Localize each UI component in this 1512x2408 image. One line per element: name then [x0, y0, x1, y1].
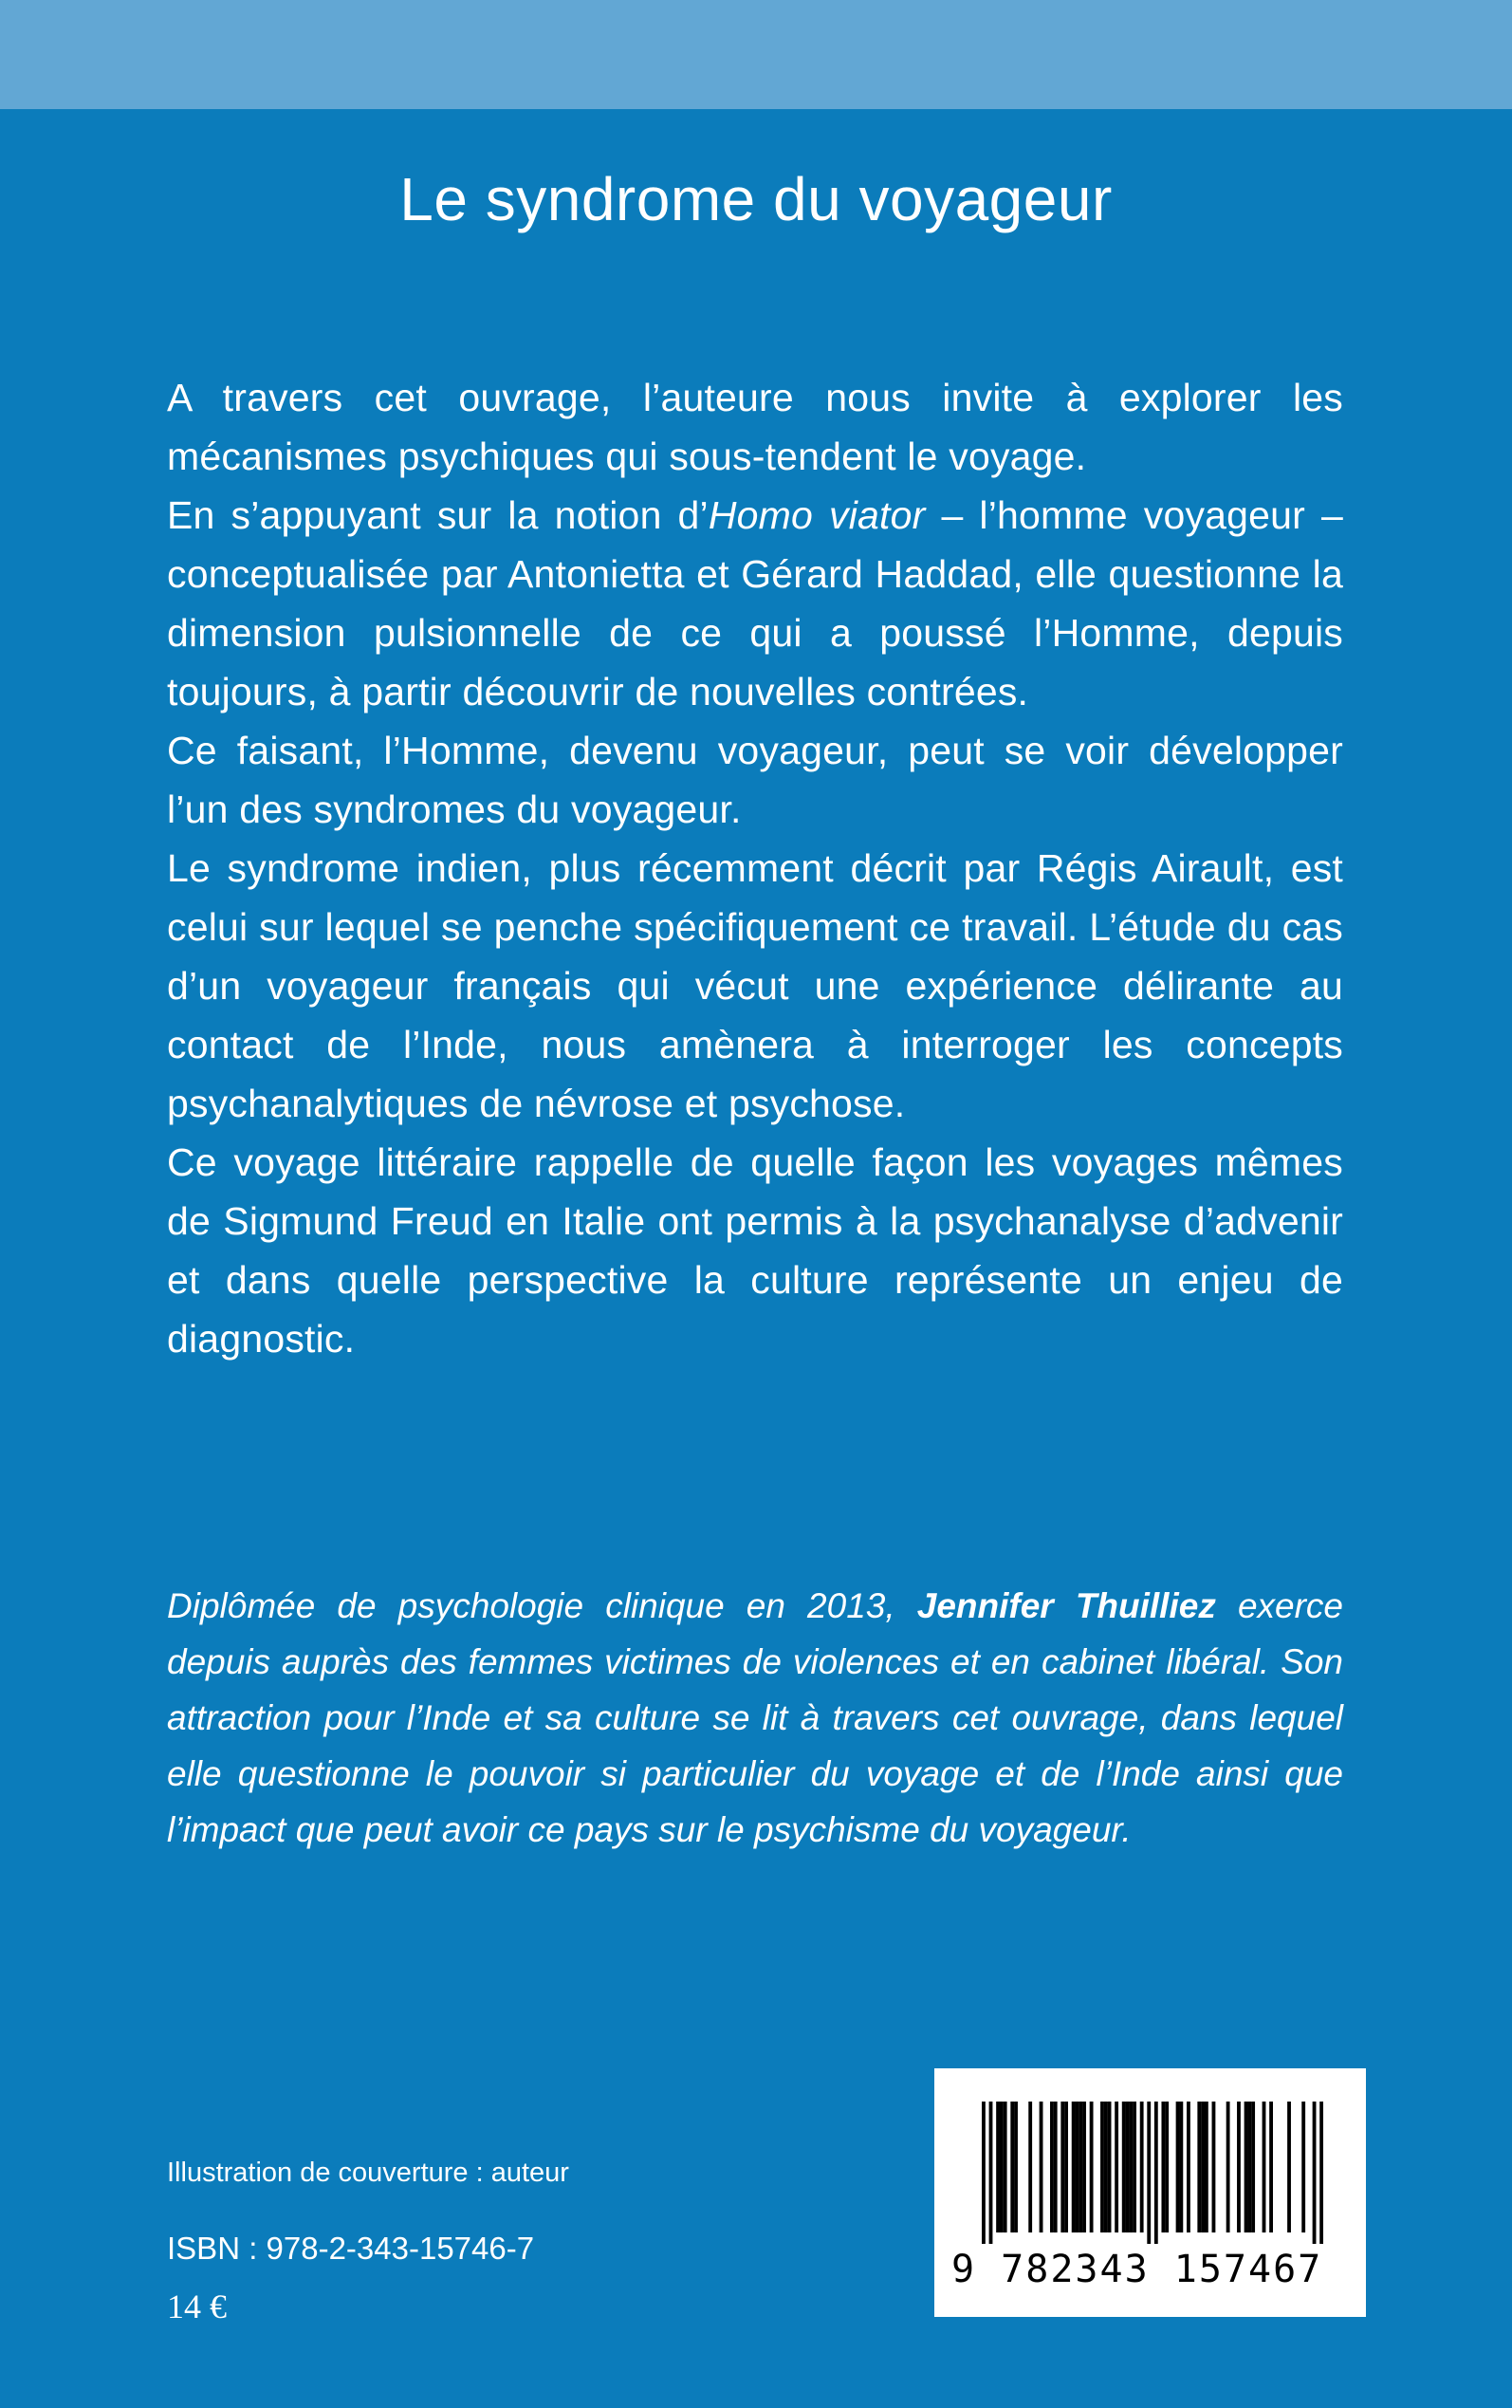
barcode-bar [1082, 2102, 1086, 2232]
barcode-bar [1090, 2102, 1094, 2232]
summary-paragraph-4: Le syndrome indien, plus récemment décrit par Régis Airault, est celui sur lequel se penche spécifiquement ce travail. L’étude du cas d’un voyageur français qui vécut une expérience délirante au contact de l’Inde, nous amènera à interroger les concepts psychanalytiques de névrose et psychose. [167, 846, 1343, 1125]
cover-credit: Illustration de couverture : auteur [167, 2158, 569, 2188]
author-name: Jennifer Thuilliez [916, 1586, 1216, 1625]
barcode-bar [1301, 2102, 1305, 2232]
book-title: Le syndrome du voyageur [399, 165, 1113, 233]
barcode-bar [1251, 2102, 1255, 2232]
barcode-bar [1201, 2102, 1205, 2232]
barcode-bar [1060, 2102, 1064, 2232]
barcode-bar [1126, 2102, 1130, 2232]
top-band [0, 0, 1512, 109]
barcode-bar [1147, 2102, 1151, 2244]
barcode-bar [1140, 2102, 1144, 2232]
barcode-bar [1197, 2102, 1201, 2232]
summary-paragraph-2 [167, 486, 1343, 721]
barcode-bar [1129, 2102, 1133, 2232]
barcode-digits: 9 782343 157467 [951, 2248, 1323, 2291]
isbn-label: ISBN : 978-2-343-15746-7 [167, 2231, 535, 2266]
barcode-bar [1161, 2102, 1165, 2232]
barcode-bar [1154, 2102, 1158, 2244]
summary-paragraph-5: Ce voyage littéraire rappelle de quelle façon les voyages mêmes de Sigmund Freud en Italie ont permis à la psychanalyse d’advenir et dans quelle perspective la culture représente un enjeu de diagnostic. [167, 1140, 1343, 1361]
barcode-bar [1212, 2102, 1216, 2232]
barcode-bar [1237, 2102, 1241, 2232]
barcode-bar [1245, 2102, 1248, 2232]
barcode-bar [989, 2102, 993, 2244]
barcode-bar [1115, 2102, 1118, 2232]
barcode-bars [982, 2102, 1323, 2244]
homo-viator-term: Homo viator [708, 493, 926, 537]
barcode-bar [1205, 2102, 1208, 2232]
barcode-bar [1050, 2102, 1054, 2232]
barcode [934, 2068, 1366, 2317]
barcode-bar [1226, 2102, 1230, 2232]
summary-text [167, 368, 1343, 1368]
barcode-bar [1054, 2102, 1058, 2232]
barcode-bar [1010, 2102, 1014, 2232]
summary-p2-before: En s’appuyant sur la notion d’ [167, 493, 709, 537]
barcode-bar [1179, 2102, 1183, 2232]
barcode-bar [1122, 2102, 1126, 2232]
bio-after: exerce depuis auprès des femmes victimes de violences et en cabinet libéral. Son attraction pour l’Inde et sa culture se lit à travers cet ouvrage, dans lequel elle questionne le pouvoir si particulier du voyage et de l’Inde ainsi que l’impact que peut avoir ce pays sur le psychisme du voyageur. [167, 1586, 1343, 1849]
barcode-bar [1247, 2102, 1251, 2232]
barcode-bar [1040, 2102, 1043, 2232]
barcode-bar [1108, 2102, 1112, 2232]
barcode-bar [1319, 2102, 1323, 2244]
barcode-bar [1165, 2102, 1169, 2232]
bio-before: Diplômée de psychologie clinique en 2013, [167, 1586, 917, 1625]
barcode-bar [1004, 2102, 1007, 2232]
barcode-bar [1100, 2102, 1104, 2232]
price-label: 14 € [167, 2288, 227, 2325]
barcode-bar [1104, 2102, 1108, 2232]
barcode-bar [1263, 2102, 1266, 2232]
barcode-bar [982, 2102, 986, 2244]
summary-paragraph-1: A travers cet ouvrage, l’auteure nous invite à explorer les mécanismes psychiques qui sous-tendent le voyage. [167, 376, 1343, 478]
summary-paragraph-3: Ce faisant, l’Homme, devenu voyageur, peut se voir développer l’un des syndromes du voyageur. [167, 729, 1343, 831]
barcode-bar [1076, 2102, 1079, 2232]
barcode-bar [1176, 2102, 1180, 2232]
barcode-bar [1079, 2102, 1082, 2232]
summary-p2-after: – l’homme voyageur – conceptualisée par Antonietta et Gérard Haddad, elle questionne la dimension pulsionnelle de ce qui a poussé l’Homme, depuis toujours, à partir découvrir de nouvelles contrées. [167, 493, 1343, 713]
barcode-bar [1133, 2102, 1136, 2232]
barcode-bar [1064, 2102, 1068, 2232]
barcode-bar [1000, 2102, 1004, 2232]
barcode-bar [1028, 2102, 1032, 2232]
barcode-bar [1072, 2102, 1076, 2232]
barcode-bar [1313, 2102, 1317, 2244]
author-bio [167, 1578, 1343, 1858]
barcode-bar [996, 2102, 1000, 2232]
barcode-bar [1287, 2102, 1291, 2232]
barcode-bar [1014, 2102, 1018, 2232]
barcode-bar [1187, 2102, 1190, 2232]
barcode-bar [1269, 2102, 1273, 2232]
